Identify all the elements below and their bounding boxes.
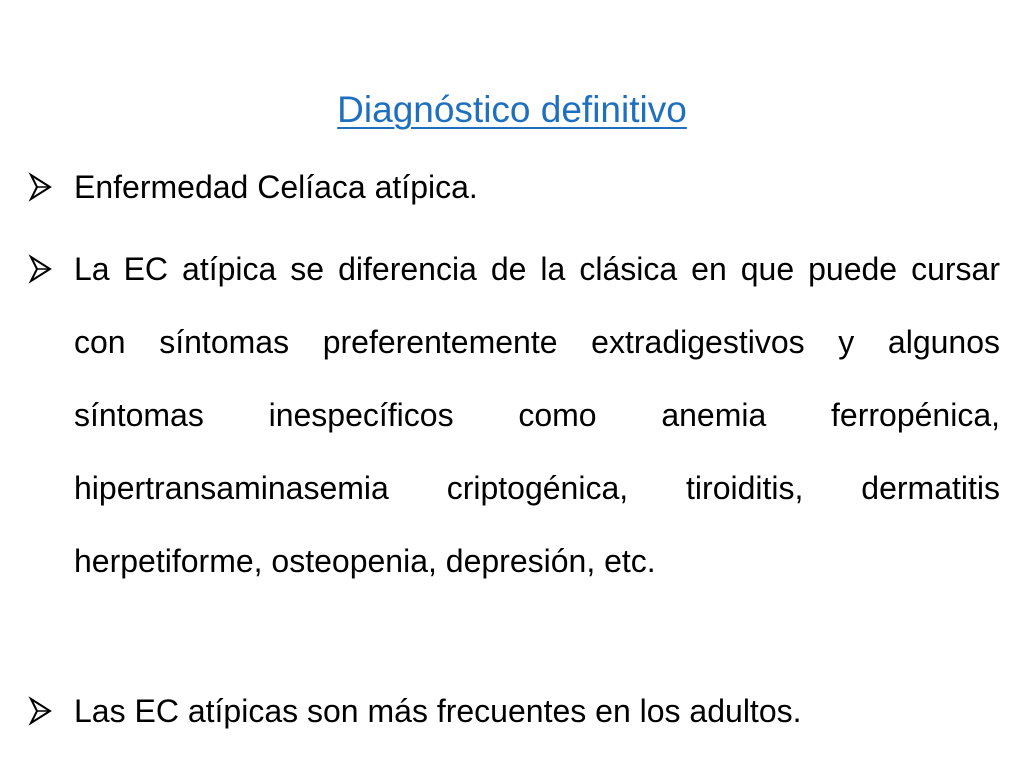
bullet-item [28,675,1000,748]
slide-title: Diagnóstico definitivo [337,89,687,130]
arrow-chevron-bullet-icon [28,172,54,202]
bullet-item [28,151,1000,224]
bullet-text: Las EC atípicas son más frecuentes en los adultos. [74,693,802,729]
bullet-item [28,233,1000,598]
arrow-chevron-bullet-icon [28,254,54,284]
arrow-chevron-bullet-icon [28,696,54,726]
bullet-text: La EC atípica se diferencia de la clásica en que puede cursar con síntomas preferentemente extradigestivos y algunos síntomas inespecíficos como anemia ferropénica, hipertransaminasemia criptogénica, tiroiditis, dermatitis herpetiforme, osteopenia, depresión, etc. [74,251,1000,579]
bullet-text: Enfermedad Celíaca atípica. [74,169,478,205]
